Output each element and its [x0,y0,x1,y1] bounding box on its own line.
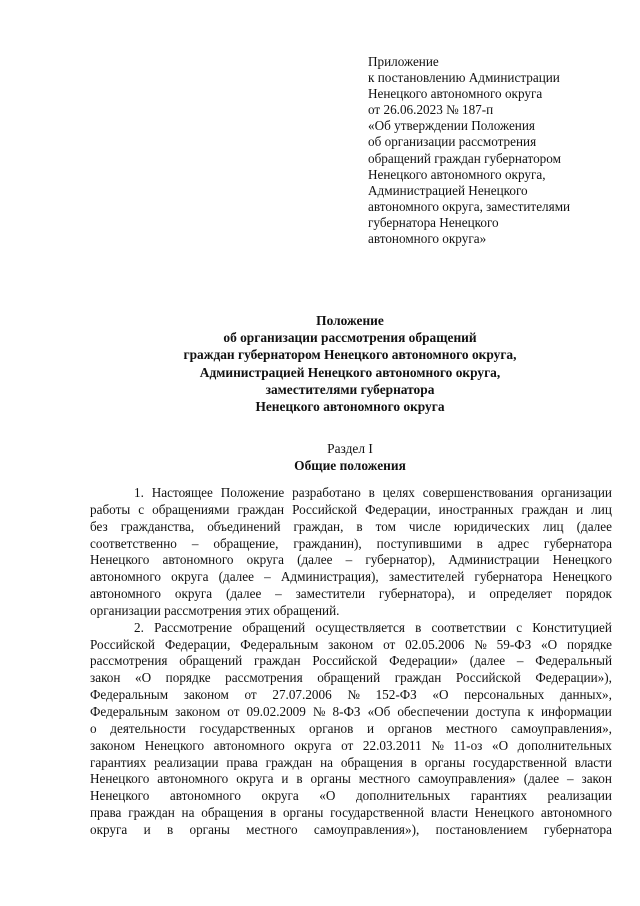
word: губернатора), [378,586,455,602]
word: соответствии [431,619,507,635]
word: органы [424,754,466,770]
word: постановлением [435,821,528,837]
annex-line: об организации рассмотрения [368,134,537,150]
word: реализации [154,754,219,770]
word: государственных [199,720,296,736]
word: заместителей [388,569,465,585]
title-line: Администрацией Ненецкого автономного округа, [199,364,501,380]
word: губернатора [474,569,543,585]
word: адрес [497,535,529,551]
word: округа [174,586,213,602]
word: (далее [576,518,612,534]
word: о [90,720,97,736]
word: (далее [297,552,333,568]
word: обращениями [152,501,230,517]
annex-line: Ненецкого автономного округа [368,86,543,102]
word: Рассмотрение [154,619,233,635]
word: дополнительных [517,737,612,753]
word: – [191,535,199,551]
word: № [312,703,326,719]
section-number: Раздел I [327,441,373,456]
word: – [264,569,271,585]
word: доступа [475,703,521,719]
annex-line: Приложение [368,54,439,69]
word: органов [387,720,433,736]
word: с [516,619,523,635]
word: власти [430,805,469,821]
word: от [227,703,240,719]
word: граждан [394,670,442,686]
word: деятельности [110,720,186,736]
body-line: организации рассмотрения этих обращений. [90,602,340,618]
word: Федеральным [90,687,169,703]
word: реализации [547,788,612,804]
word: Ненецкого [90,788,150,804]
document-title [90,312,610,415]
word: Ненецкого [552,569,612,585]
word: числе [408,518,441,534]
word: 09.02.2009 [246,703,306,719]
word: обращений [179,653,243,669]
word: в [166,821,174,837]
word: 27.07.2006 [272,687,332,703]
word: Конституцией [532,619,612,635]
body-line [90,822,612,839]
word: Федерации, [164,636,231,652]
body-line [90,552,612,569]
word: округа [171,569,209,585]
word: от [244,687,257,703]
word: государственной [330,805,425,821]
word: Ненецкого [474,805,535,821]
word: «О [432,687,449,703]
word: законом [183,687,229,703]
body-line [90,805,612,822]
word: на [320,754,334,770]
word: Российской [455,670,521,686]
word: от [341,737,354,753]
word: без [90,518,108,534]
body-line [90,586,612,603]
word: автономного [169,788,241,804]
word: обращений [317,670,381,686]
word: в [356,518,363,534]
word: порядке [165,670,211,686]
word: 152-ФЗ [375,687,417,703]
word: том [375,518,396,534]
word: «О [319,788,336,804]
word: гражданин), [293,535,362,551]
word: губернатора [543,821,612,837]
word: Ненецкого [90,771,150,787]
word: гарантиях [90,754,147,770]
body-line [90,738,612,755]
word: поступившими [376,535,462,551]
word: организации [541,485,612,500]
word: обеспечении [397,703,469,719]
word: Федерации, [365,501,431,517]
word: и [367,720,375,736]
body-line [90,519,612,536]
word: дополнительных [355,788,451,804]
word: граждан [128,805,175,821]
annex-line: обращений граждан губернатором [368,150,561,166]
body-line [90,620,612,637]
word: разработано [292,485,361,500]
annex-line: автономного округа, заместителями [368,198,571,214]
word: в [415,619,422,635]
body-line [90,788,612,805]
word: – [275,586,282,602]
word: граждан [253,653,301,669]
word: (далее [523,771,560,787]
word: «О [135,670,152,686]
word: местного [246,821,298,837]
word: Администрация), [280,569,379,585]
word: губернатора [543,535,612,551]
word: и [576,501,584,517]
word: округа [90,821,128,837]
word: местного [445,720,498,736]
word: автономного [540,805,612,821]
word: в [296,771,303,787]
word: Настоящее [151,485,213,500]
word: с [138,501,145,517]
word: лиц [591,501,612,517]
word: граждан [237,501,285,517]
word: органов [309,720,354,736]
word: лиц [542,518,564,534]
word: закон [581,771,612,787]
word: обращения [340,754,403,770]
word: гражданства, [120,518,195,534]
word: 02.05.2006 [405,636,465,652]
word: и [468,586,476,602]
word: губернатор), [365,552,436,568]
word: в [410,754,417,770]
word: Федеральным [90,703,169,719]
word: граждан [521,501,569,517]
word: № [431,737,444,753]
word: осуществляется [315,619,405,635]
word: в [476,535,483,551]
word: Ненецкого [144,737,205,753]
word: Федеральным [240,636,319,652]
section-name: Общие положения [294,458,406,474]
word: рассмотрения [225,670,303,686]
word: объединений [207,518,281,534]
word: Российской [312,653,378,669]
annex-line: Ненецкого автономного округа, [368,166,546,182]
word: и [281,771,289,787]
word: Ненецкого [90,552,150,568]
word: – [516,653,524,669]
word: округа [236,771,274,787]
word: граждан, [293,518,344,534]
word: (далее [469,653,506,669]
annex-line: «Об утверждении Положения [368,118,535,134]
word: обращение, [213,535,279,551]
title-line: заместителями губернатора [265,381,435,397]
title-line: Положение [316,313,384,328]
word: законом [328,636,374,652]
word: (далее [218,569,254,585]
document-body [90,485,612,839]
word: заместители [295,586,366,602]
word: «О [541,636,558,652]
title-line: Ненецкого автономного округа [255,399,445,415]
annex-line: губернатора Ненецкого [368,214,499,230]
word: порядок [565,586,612,602]
word: автономного [90,586,162,602]
word: обращения [201,805,264,821]
word: на [181,805,195,821]
body-line [90,704,612,721]
body-line [90,755,612,772]
word: законом [90,737,136,753]
word: 11-оз [453,737,483,753]
word: государственной [472,754,567,770]
word: округа [261,788,299,804]
word: в [269,805,277,821]
word: совершенствования [422,485,534,500]
word: округа [246,552,284,568]
word: местного [358,771,411,787]
word: Федерации» [389,653,458,669]
word: работы [90,501,131,517]
word: персональных [464,687,545,703]
body-line [90,569,612,586]
body-line [90,536,612,553]
body-line [90,637,612,654]
word: (далее [225,586,262,602]
word: автономного [157,771,229,787]
word: права [90,805,122,821]
word: данных», [559,687,612,703]
annex-line: Администрацией Ненецкого [368,182,528,198]
word: № [474,636,487,652]
word: самоуправления»), [313,821,420,837]
word: 8-ФЗ [332,703,361,719]
body-line [90,502,612,519]
word: 1. [134,485,144,500]
word: – [566,771,574,787]
word: самоуправления» [418,771,516,787]
word: – [345,552,353,568]
word: закон [90,670,121,686]
word: иностранных [438,501,514,517]
word: автономного [213,737,285,753]
body-line [90,771,612,788]
word: 59-ФЗ [496,636,532,652]
word: автономного [162,552,234,568]
word: Российской [90,636,155,652]
word: «О [491,737,509,753]
word: права [226,754,258,770]
word: информации [540,703,612,719]
word: юридических [453,518,530,534]
word: к [527,703,534,719]
word: «Об [367,703,391,719]
word: обращений [242,619,306,635]
word: Федеральный [535,653,612,669]
word: органы [282,805,324,821]
word: и [143,821,151,837]
word: рассмотрения [90,653,168,669]
word: власти [574,754,612,770]
word: № [347,687,360,703]
word: Ненецкого [552,552,612,568]
word: законом [175,703,221,719]
annex-line: автономного округа» [368,231,487,247]
annex-line: от 26.06.2023 № 187-п [368,102,494,118]
word: соответственно [90,535,177,551]
word: 2. [134,619,144,635]
word: органы [189,821,230,837]
word: Федерации»), [535,670,612,686]
body-line [90,653,612,670]
section-heading [90,440,610,474]
word: граждан [265,754,313,770]
annex-line: к постановлению Администрации [368,70,560,86]
word: порядке [566,636,612,652]
word: определяет [489,586,553,602]
body-line [90,670,612,687]
word: целях [382,485,415,500]
word: самоуправления», [511,720,612,736]
word: 22.03.2011 [362,737,422,753]
title-line: граждан губернатором Ненецкого автономного округа, [183,347,517,363]
word: гарантиях [470,788,527,804]
annex-header [368,54,618,247]
word: Российской [292,501,358,517]
word: органы [310,771,351,787]
word: Положение [220,485,285,500]
word: автономного [90,569,162,585]
title-line: об организации рассмотрения обращений [223,330,477,346]
body-line [90,687,612,704]
word: Администрации [448,552,540,568]
word: от [383,636,396,652]
body-line [90,721,612,738]
word: в [368,485,375,500]
word: округа [294,737,332,753]
body-line [90,485,612,502]
